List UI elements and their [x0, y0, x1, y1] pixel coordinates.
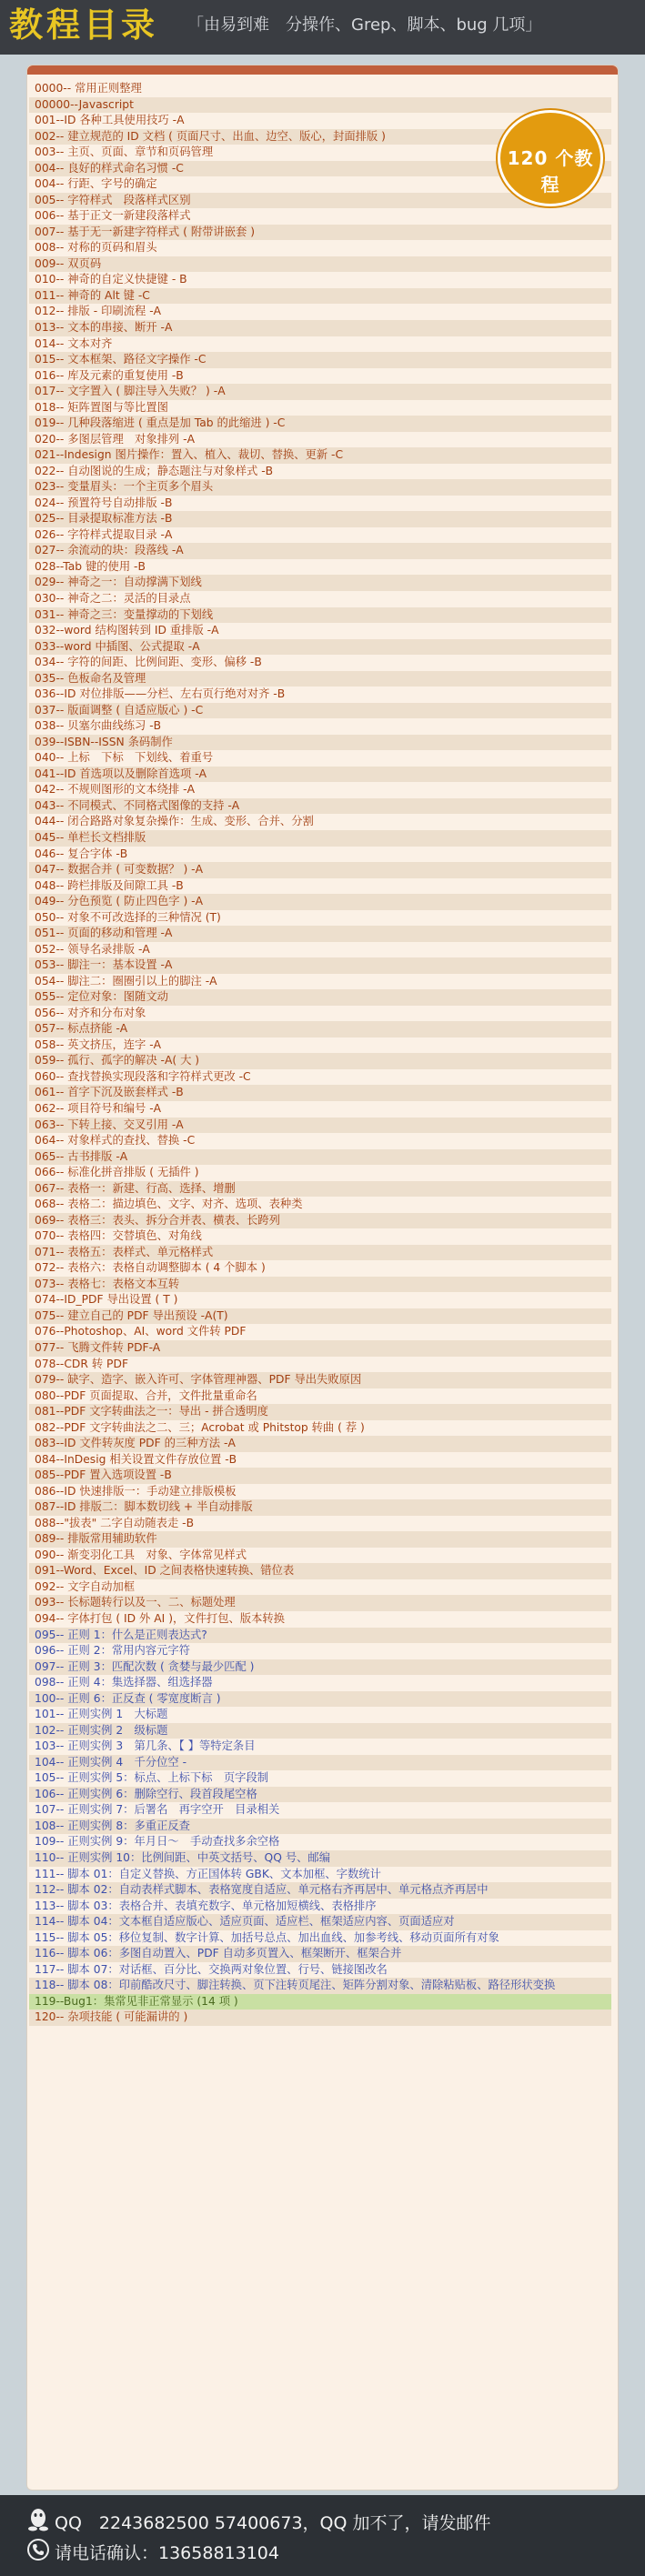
- toc-item: 051-- 页面的移动和管理 -A: [29, 926, 611, 942]
- toc-item: 035-- 色板命名及管理: [29, 671, 611, 687]
- toc-item: 039--ISBN--ISSN 条码制作: [29, 735, 611, 751]
- toc-item: 111-- 脚本 01：自定义替换、方正国体转 GBK、文本加框、字数统计: [29, 1867, 611, 1883]
- toc-item: 107-- 正则实例 7：后署名 再字空开 目录相关: [29, 1802, 611, 1819]
- toc-list: [29, 81, 611, 2026]
- toc-item: 045-- 单栏长文档排版: [29, 830, 611, 847]
- toc-item: 067-- 表格一：新建、行高、选择、增删: [29, 1181, 611, 1198]
- toc-item: 049-- 分色预览 ( 防止四色字 ) -A: [29, 894, 611, 910]
- qq-penguin-icon: [27, 2508, 49, 2531]
- toc-item: 108-- 正则实例 8：多重正反查: [29, 1819, 611, 1835]
- toc-item: 095-- 正则 1：什么是正则表达式?: [29, 1628, 611, 1644]
- toc-item: 00000--Javascript: [29, 97, 611, 114]
- toc-item: 086--ID 快速排版一：手动建立排版模板: [29, 1484, 611, 1500]
- toc-item: 117-- 脚本 07：对话框、百分比、交换两对象位置、行号、链接图改名: [29, 1962, 611, 1979]
- toc-item: 055-- 定位对象：图随文动: [29, 989, 611, 1006]
- toc-item: 043-- 不同模式、不同格式图像的支持 -A: [29, 798, 611, 815]
- toc-item: 033--word 中插图、公式提取 -A: [29, 639, 611, 656]
- toc-item: 094-- 字体打包 ( ID 外 AI )，文件打包、版本转换: [29, 1611, 611, 1628]
- toc-item: 056-- 对齐和分布对象: [29, 1006, 611, 1022]
- toc-item: 102-- 正则实例 2 级标题: [29, 1723, 611, 1739]
- toc-item: 009-- 双页码: [29, 256, 611, 273]
- toc-item: 034-- 字符的间距、比例间距、变形、偏移 -B: [29, 655, 611, 671]
- toc-item: 060-- 查找替换实现段落和字符样式更改 -C: [29, 1069, 611, 1086]
- toc-item: 028--Tab 键的使用 -B: [29, 559, 611, 576]
- toc-item: 068-- 表格二：描边填色、文字、对齐、选项、表种类: [29, 1197, 611, 1213]
- toc-item: 084--InDesig 相关设置文件存放位置 -B: [29, 1452, 611, 1468]
- toc-item: 088--"拔表" 二字自动随表走 -B: [29, 1516, 611, 1532]
- toc-item: 120-- 杂项技能 ( 可能漏讲的 ): [29, 2010, 611, 2026]
- toc-item: 046-- 复合字体 -B: [29, 847, 611, 863]
- toc-item: 059-- 孤行、孤字的解决 -A( 大 ): [29, 1053, 611, 1069]
- toc-item: 063-- 下转上接、交叉引用 -A: [29, 1118, 611, 1134]
- toc-item: 081--PDF 文字转曲法之一：导出 - 拼合透明度: [29, 1404, 611, 1420]
- toc-item: 020-- 多图层管理 对象排列 -A: [29, 432, 611, 448]
- toc-item: 031-- 神奇之三：变量撑动的下划线: [29, 607, 611, 624]
- phone-contact: 请电话确认：13658813104: [55, 2543, 279, 2563]
- header-bar: [0, 0, 645, 55]
- toc-item: 007-- 基于无一新建字符样式 ( 附带讲嵌套 ): [29, 225, 611, 241]
- toc-item: 048-- 跨栏排版及间隙工具 -B: [29, 878, 611, 895]
- toc-item: 050-- 对象不可改选择的三种情况 (T): [29, 910, 611, 927]
- toc-item: 0000-- 常用正则整理: [29, 81, 611, 97]
- toc-item: 115-- 脚本 05：移位复制、数字计算、加括号总点、加出血线、加参考线、移动页面所有对象: [29, 1930, 611, 1947]
- toc-item: 004-- 良好的样式命名习惯 -C: [29, 161, 611, 177]
- toc-item: 018-- 矩阵置图与等比置图: [29, 400, 611, 416]
- toc-item: 040-- 上标 下标 下划线、着重号: [29, 750, 611, 767]
- panel-accent-bar: [27, 65, 618, 75]
- toc-item: 044-- 闭合路路对象复杂操作：生成、变形、合并、分割: [29, 814, 611, 830]
- toc-item: 091--Word、Excel、ID 之间表格快速转换、错位表: [29, 1563, 611, 1579]
- toc-item: 036--ID 对位排版——分栏、左右页行绝对对齐 -B: [29, 687, 611, 703]
- toc-item: 019-- 几种段落缩进 ( 重点是加 Tab 的此缩进 ) -C: [29, 416, 611, 432]
- toc-item: 008-- 对称的页码和眉头: [29, 240, 611, 256]
- toc-item: 022-- 自动图说的生成；静态题注与对象样式 -B: [29, 464, 611, 480]
- page-title: 教程目录: [9, 5, 158, 45]
- toc-item: 058-- 英文挤压，连字 -A: [29, 1037, 611, 1054]
- toc-item: 109-- 正则实例 9：年月日～ 手动查找多余空格: [29, 1834, 611, 1850]
- toc-item: 015-- 文本框架、路径文字操作 -C: [29, 352, 611, 368]
- toc-item: 037-- 版面调整 ( 自适应版心 ) -C: [29, 703, 611, 719]
- toc-item: 065-- 古书排版 -A: [29, 1149, 611, 1166]
- toc-item: 001--ID 各种工具使用技巧 -A: [29, 113, 611, 129]
- toc-item: 085--PDF 置入选项设置 -B: [29, 1468, 611, 1484]
- toc-item: 079-- 缺字、造字、嵌入许可、字体管理神器、PDF 导出失败原因: [29, 1372, 611, 1388]
- toc-item: 098-- 正则 4：集选择器、组选择器: [29, 1675, 611, 1691]
- toc-item: 053-- 脚注一：基本设置 -A: [29, 957, 611, 974]
- toc-item: 004-- 行距、字号的确定: [29, 176, 611, 193]
- toc-item: 119--Bug1：集常见非正常显示 (14 项 ): [29, 1994, 611, 2010]
- toc-item: 062-- 项目符号和编号 -A: [29, 1101, 611, 1118]
- toc-item: 076--Photoshop、AI、word 文件转 PDF: [29, 1324, 611, 1340]
- toc-item: 089-- 排版常用辅助软件: [29, 1531, 611, 1548]
- phone-icon: [27, 2539, 49, 2561]
- toc-item: 061-- 首字下沉及嵌套样式 -B: [29, 1085, 611, 1101]
- toc-item: 011-- 神奇的 Alt 键 -C: [29, 288, 611, 305]
- toc-item: 113-- 脚本 03：表格合并、表填充数字、单元格加短横线、表格排序: [29, 1899, 611, 1915]
- toc-item: 002-- 建立规范的 ID 文档 ( 页面尺寸、出血、边空、版心，封面排版 ): [29, 129, 611, 145]
- toc-item: 023-- 变量眉头：一个主页多个眉头: [29, 479, 611, 496]
- toc-item: 005-- 字符样式 段落样式区别: [29, 193, 611, 209]
- toc-item: 026-- 字符样式提取目录 -A: [29, 527, 611, 544]
- qq-contact: QQ 2243682500 57400673，QQ 加不了，请发邮件: [55, 2513, 491, 2533]
- toc-item: 032--word 结构图转到 ID 重排版 -A: [29, 623, 611, 639]
- toc-item: 074--ID_PDF 导出设置 ( T ): [29, 1292, 611, 1308]
- toc-item: 075-- 建立自己的 PDF 导出预设 -A(T): [29, 1308, 611, 1325]
- toc-item: 112-- 脚本 02：自动表样式脚本、表格宽度自适应、单元格右齐再居中、单元格点齐再居中: [29, 1882, 611, 1899]
- toc-item: 010-- 神奇的自定义快捷键 - B: [29, 272, 611, 288]
- toc-item: 013-- 文本的串接、断开 -A: [29, 320, 611, 336]
- toc-item: 070-- 表格四：交替填色、对角线: [29, 1228, 611, 1245]
- toc-item: 054-- 脚注二：圈圈引以上的脚注 -A: [29, 974, 611, 990]
- count-badge-label: 120 个教程: [507, 147, 594, 195]
- toc-item: 087--ID 排版二：脚本数切线 + 半自动排版: [29, 1499, 611, 1516]
- contact-footer: [0, 2495, 645, 2576]
- toc-item: 096-- 正则 2：常用内容元字符: [29, 1643, 611, 1659]
- toc-item: 038-- 贝塞尔曲线练习 -B: [29, 718, 611, 735]
- toc-item: 090-- 渐变羽化工具 对象、字体常见样式: [29, 1548, 611, 1564]
- toc-item: 066-- 标准化拼音排版 ( 无插件 ): [29, 1165, 611, 1181]
- toc-item: 003-- 主页、页面、章节和页码管理: [29, 145, 611, 161]
- toc-item: 064-- 对象样式的查找、替换 -C: [29, 1133, 611, 1149]
- toc-item: 016-- 库及元素的重复使用 -B: [29, 368, 611, 385]
- toc-item: 057-- 标点挤能 -A: [29, 1021, 611, 1037]
- toc-item: 114-- 脚本 04：文本框自适应版心、适应页面、适应栏、框架适应内容、页面适应对: [29, 1914, 611, 1930]
- toc-item: 047-- 数据合并 ( 可变数据？ ) -A: [29, 862, 611, 878]
- toc-item: 092-- 文字自动加框: [29, 1579, 611, 1596]
- toc-item: 017-- 文字置入 ( 脚注导入失败？ ) -A: [29, 384, 611, 400]
- toc-item: 073-- 表格七：表格文本互转: [29, 1277, 611, 1293]
- toc-item: 103-- 正则实例 3 第几条、【 】等特定条目: [29, 1739, 611, 1755]
- toc-item: 110-- 正则实例 10：比例间距、中英文括号、QQ 号、邮编: [29, 1850, 611, 1867]
- toc-item: 042-- 不规则图形的文本绕排 -A: [29, 782, 611, 798]
- toc-item: 097-- 正则 3：匹配次数 ( 贪婪与最少匹配 ): [29, 1659, 611, 1676]
- toc-item: 021--Indesign 图片操作：置入、植入、裁切、替换、更新 -C: [29, 447, 611, 464]
- count-badge: [498, 110, 603, 206]
- toc-item: 116-- 脚本 06：多图自动置入、PDF 自动多页置入、框架断开、框架合并: [29, 1946, 611, 1962]
- toc-item: 082--PDF 文字转曲法之二、三；Acrobat 或 Phitstop 转曲 ( 荐 ): [29, 1420, 611, 1437]
- toc-item: 118-- 脚本 08：印前酷改尺寸、脚注转换、页下注转页尾注、矩阵分割对象、清除粘贴板、路径形状变换: [29, 1978, 611, 1994]
- toc-item: 077-- 飞腾文件转 PDF-A: [29, 1340, 611, 1357]
- toc-item: 106-- 正则实例 6：删除空行、段首段尾空格: [29, 1787, 611, 1803]
- toc-item: 027-- 余流动的块：段落线 -A: [29, 543, 611, 559]
- toc-item: 030-- 神奇之二：灵活的目录点: [29, 591, 611, 607]
- toc-item: 105-- 正则实例 5：标点、上标下标 页字段制: [29, 1770, 611, 1787]
- page-subtitle: 「由易到难 分操作、Grep、脚本、bug 几项」: [187, 15, 542, 35]
- toc-item: 025-- 目录提取标准方法 -B: [29, 511, 611, 527]
- toc-item: 014-- 文本对齐: [29, 336, 611, 353]
- toc-item: 024-- 预置符号自动排版 -B: [29, 496, 611, 512]
- toc-item: 078--CDR 转 PDF: [29, 1357, 611, 1373]
- toc-item: 083--ID 文件转灰度 PDF 的三种方法 -A: [29, 1436, 611, 1452]
- toc-item: 072-- 表格六：表格自动调整脚本 ( 4 个脚本 ): [29, 1260, 611, 1277]
- toc-item: 006-- 基于正文一新建段落样式: [29, 208, 611, 225]
- toc-item: 012-- 排版 - 印刷流程 -A: [29, 304, 611, 320]
- toc-item: 080--PDF 页面提取、合并，文件批量重命名: [29, 1388, 611, 1405]
- toc-item: 101-- 正则实例 1 大标题: [29, 1707, 611, 1723]
- toc-item: 093-- 长标题转行以及一、二、标题处理: [29, 1595, 611, 1611]
- toc-item: 100-- 正则 6：正反查 ( 零宽度断言 ): [29, 1691, 611, 1708]
- toc-item: 041--ID 首选项以及删除首选项 -A: [29, 767, 611, 783]
- toc-item: 071-- 表格五：表样式、单元格样式: [29, 1245, 611, 1261]
- toc-item: 029-- 神奇之一：自动撑满下划线: [29, 575, 611, 591]
- toc-item: 052-- 领导名录排版 -A: [29, 942, 611, 958]
- toc-item: 069-- 表格三：表头、拆分合并表、横表、长跨列: [29, 1213, 611, 1229]
- toc-item: 104-- 正则实例 4 千分位空 -: [29, 1755, 611, 1771]
